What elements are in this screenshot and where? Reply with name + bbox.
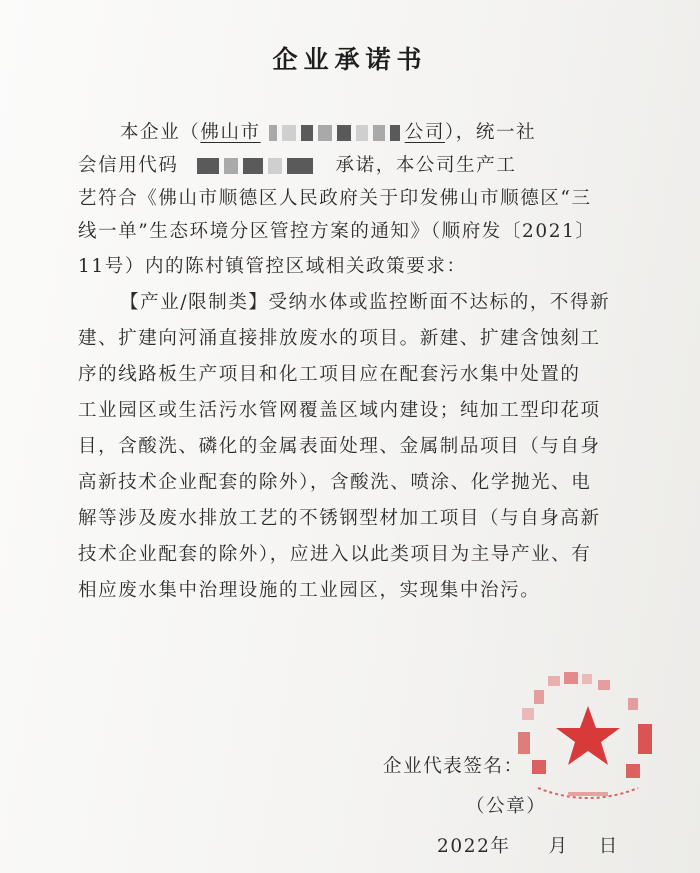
para1-line2 [78,156,516,176]
para2-line9: 相应废水集中治理设施的工业园区，实现集中治污。 [78,580,541,601]
para1-line4: 线一单”生态环境分区管控方案的通知》（顺府发〔2021〕 [78,221,596,242]
para2-line4: 工业园区或生活污水管网覆盖区域内建设；纯加工型印花项 [78,400,601,421]
text-segment: 会信用代码 [78,155,179,176]
redaction-block [268,158,282,174]
redaction-block [269,125,277,141]
date-month: 月 [548,836,569,857]
official-seal-label: （公章） [466,796,547,817]
redaction-block [373,125,385,141]
redaction-block [356,125,368,141]
date-year: 2022年 [437,836,511,857]
para1-line5: 11号）内的陈村镇管控区域相关政策要求： [78,256,467,277]
redaction-block [287,158,313,174]
para2-line6: 高新技术企业配套的除外），含酸洗、喷涂、化学抛光、电 [78,472,592,493]
para2-line2: 建、扩建向河涌直接排放废水的项目。新建、扩建含蚀刻工 [78,328,601,349]
para2-line1: 【产业/限制类】受纳水体或监控断面不达标的，不得新 [120,292,611,313]
date-day: 日 [598,836,619,857]
redaction-block [197,158,219,174]
para1-line1 [120,123,536,143]
redaction-block [282,125,296,141]
redaction-block [243,158,263,174]
company-city: 佛山市 [200,122,261,143]
redaction-block [390,125,400,141]
para2-line3: 序的线路板生产项目和化工项目应在配套污水集中处置的 [78,364,581,385]
company-name-suffix: 公司 [404,122,445,143]
para1-line3: 艺符合《佛山市顺德区人民政府关于印发佛山市顺德区“三 [78,188,592,209]
redaction-block [301,125,313,141]
para2-line8: 技术企业配套的除外），应进入以此类项目为主导产业、有 [78,544,592,565]
text-segment: 本企业（ [120,122,201,143]
para2-line7: 解等涉及废水排放工艺的不锈钢型材加工项目（与自身高新 [78,508,601,529]
signature-date [437,832,619,858]
representative-signature-label: 企业代表签名： [383,756,524,777]
text-segment: 承诺，本公司生产工 [335,155,517,176]
redaction-block [318,125,332,141]
redaction-block [224,158,238,174]
text-segment: ），统一社 [444,122,537,143]
para2-line5: 目，含酸洗、磷化的金属表面处理、金属制品项目（与自身 [78,436,601,457]
redaction-block [337,125,351,141]
page-title: 企业承诺书 [272,45,428,74]
